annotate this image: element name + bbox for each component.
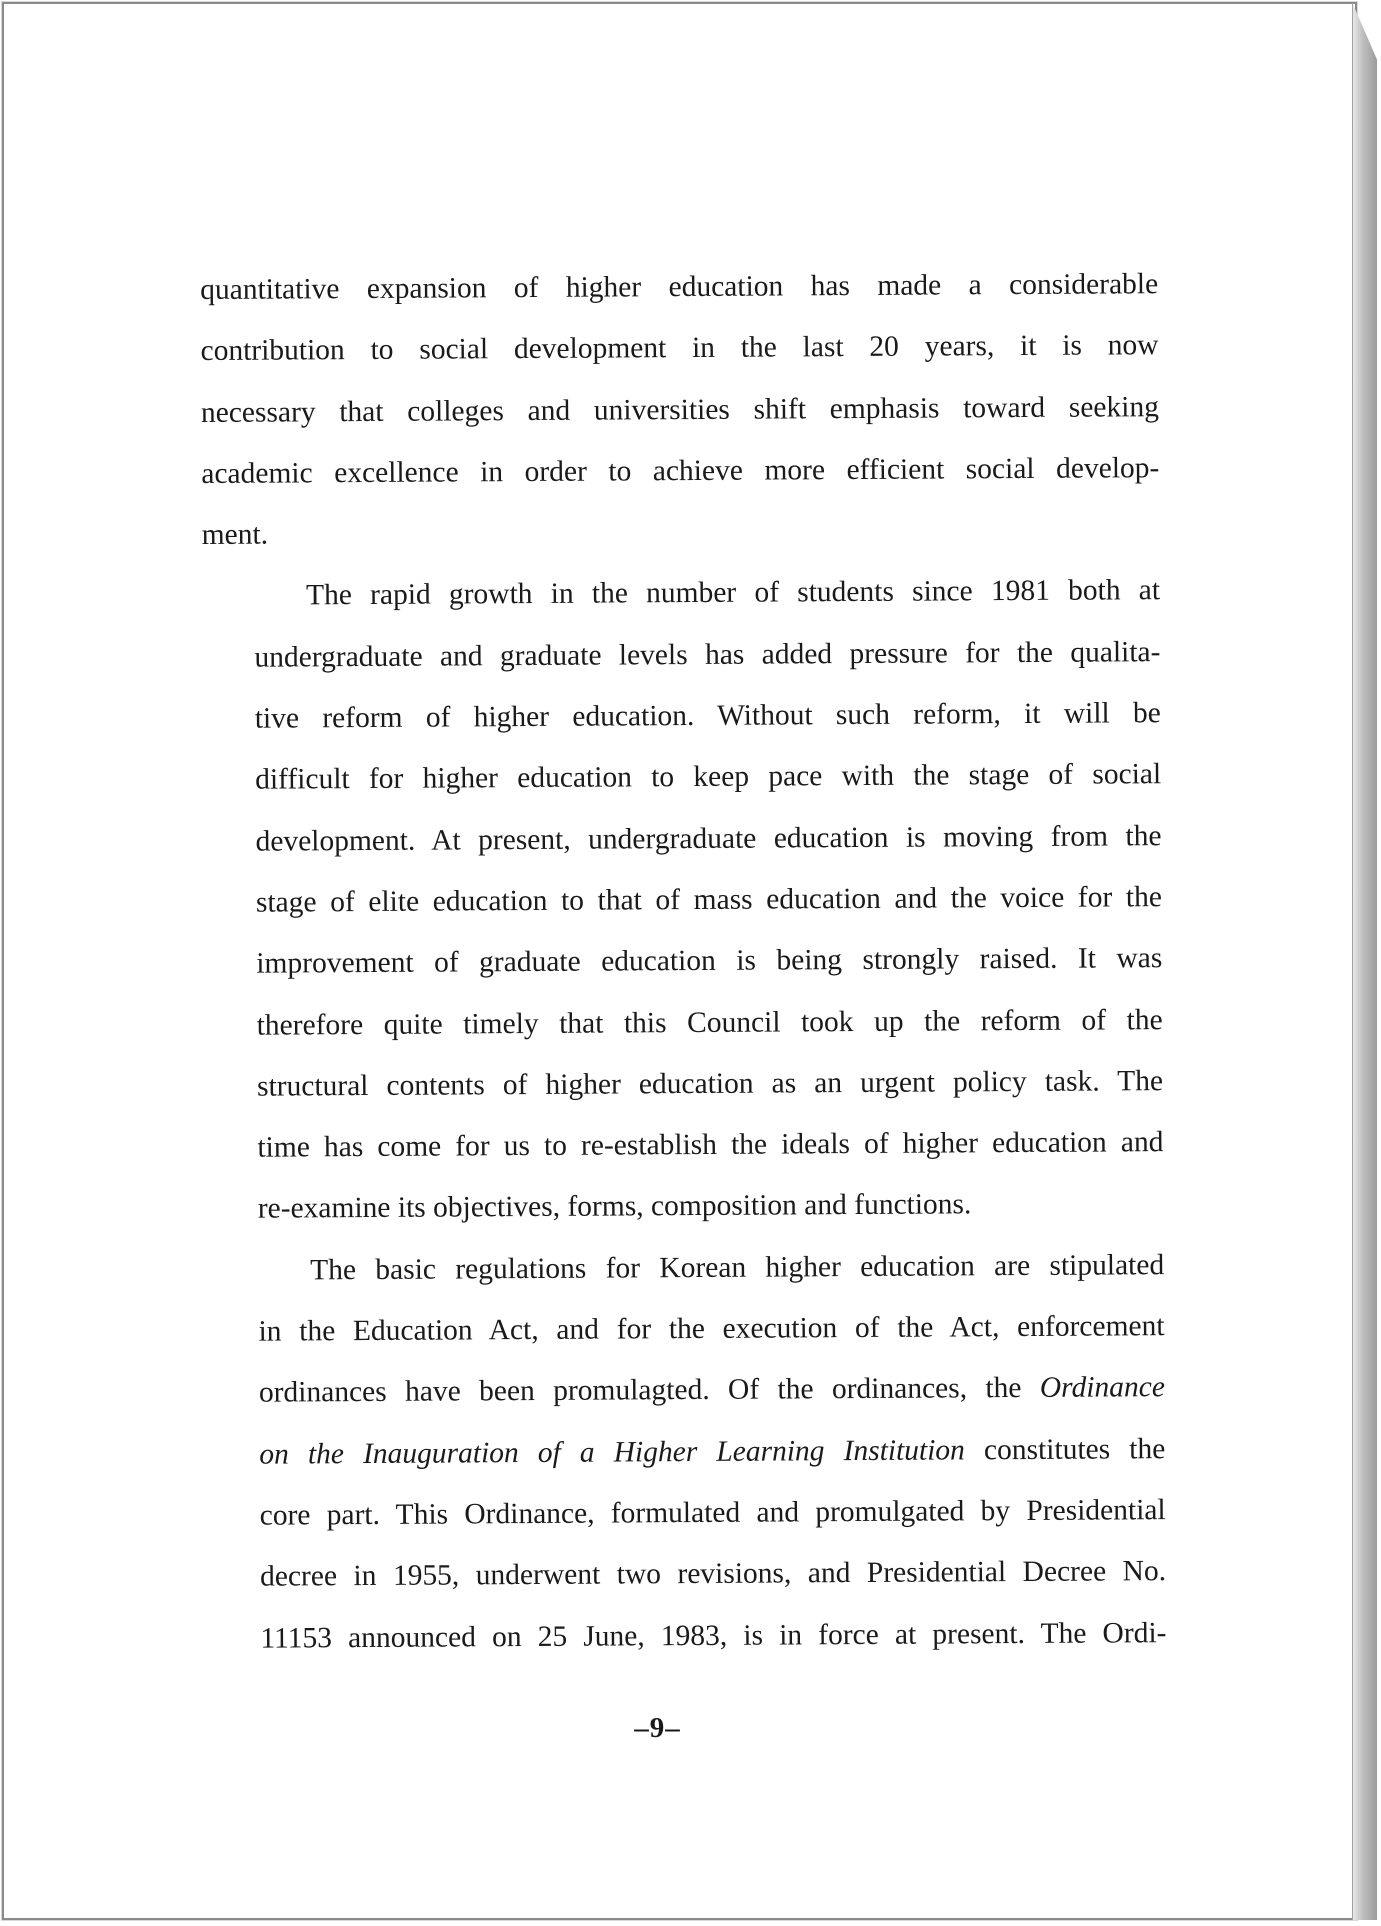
text-line: ment. [201,518,269,552]
text-line: time has come for us to re-establish the ideals of higher education and [257,1126,1164,1164]
text-line-with-italic [207,1357,1165,1424]
text-line: therefore quite timely that this Council took up the reform of the [256,1003,1163,1042]
text-line: The basic regulations for Korean higher education are stipulated [310,1248,1165,1287]
text-line: decree in 1955, underwent two revisions, and Presidential Decree No. [259,1555,1167,1593]
italic-title-part-2: on the Inauguration of a Higher Learning Institution [259,1433,965,1471]
text-line: academic excellence in order to achieve more efficient social develop- [201,452,1160,490]
paragraph-3 [206,1235,1167,1670]
text-line: quantitative expansion of higher education has made a considerable [200,268,1159,306]
paragraph-2 [202,561,1164,1241]
text-line: in the Education Act, and for the execution of the Act, enforcement [258,1310,1165,1348]
page-number: –9– [634,1712,681,1744]
text-line: development. At present, undergraduate education is moving from the [255,819,1162,858]
paragraph-1 [200,254,1160,566]
text-line: core part. This Ordinance, formulated and promulgated by Presidential [259,1494,1166,1532]
page-edge-shadow [1352,2,1377,1920]
text-line: structural contents of higher education as an urgent policy task. The [256,1064,1164,1103]
text-line: The rapid growth in the number of students since 1981 both at [305,574,1161,612]
text-line: contribution to social development in the last 20 years, it is now [200,329,1159,368]
body-text [200,254,1167,1670]
italic-title-part-1: Ordinance [1039,1371,1166,1405]
text-line-with-italic [207,1419,1165,1486]
text-line: tive reform of higher education. Without such reform, it will be [254,697,1161,735]
text-segment: constitutes the [983,1432,1166,1466]
text-line: 11153 announced on 25 June, 1983, is in force at present. The Ordi- [260,1616,1167,1655]
text-line: re-examine its objectives, forms, composition and functions. [257,1188,972,1226]
text-line: improvement of graduate education is being strongly raised. It was [256,942,1163,980]
text-line: undergraduate and graduate levels has added pressure for the qualita- [254,635,1161,674]
text-line: difficult for higher education to keep pace with the stage of social [255,758,1162,797]
text-line: necessary that colleges and universities shift emphasis toward seeking [200,390,1160,429]
text-segment: ordinances have been promulagted. Of the ordinances, the [258,1372,1040,1410]
text-line: stage of elite education to that of mass education and the voice for the [255,881,1163,919]
